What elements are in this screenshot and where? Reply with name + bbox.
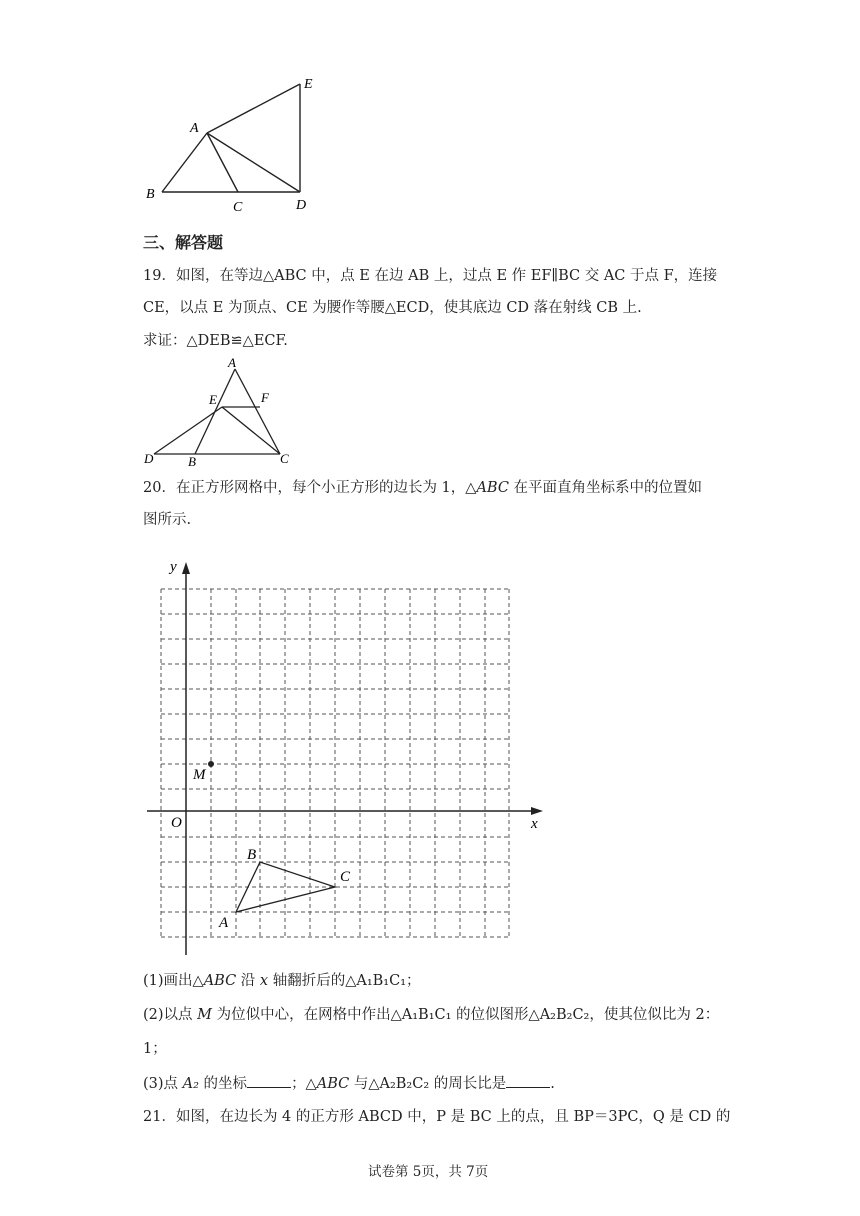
q20-part3: (3)点 A₂ 的坐标 ；△ABC 与△A₂B₂C₂ 的周长比是 . xyxy=(143,1073,555,1094)
figure-q18 xyxy=(140,72,330,217)
label-B: B xyxy=(146,187,155,202)
answer-blank-2[interactable] xyxy=(506,1073,550,1088)
q21-line1: 21．如图，在边长为 4 的正方形 ABCD 中，P 是 BC 上的点，且 BP＝3PC，Q 是 CD 的 xyxy=(143,1109,731,1125)
q20-part1: (1)画出△ABC 沿 x 轴翻折后的△A₁B₁C₁； xyxy=(143,973,421,989)
q20-part2: (2)以点 M 为位似中心，在网格中作出△A₁B₁C₁ 的位似图形△A₂B₂C₂，使其位似比为 2： xyxy=(143,1007,720,1023)
origin-label: O xyxy=(171,815,182,831)
page-footer: 试卷第 5页，共 7页 xyxy=(368,1164,489,1180)
section-title: 三、解答题 xyxy=(143,233,224,252)
label-C: C xyxy=(233,200,243,215)
label-D: D xyxy=(144,451,154,466)
label-D: D xyxy=(296,198,307,213)
q19-line2: CE，以点 E 为顶点、CE 为腰作等腰△ECD，使其底边 CD 落在射线 CB 上. xyxy=(143,300,642,316)
figure-q19 xyxy=(140,355,300,470)
point-label-A: A xyxy=(219,915,229,931)
label-E: E xyxy=(304,77,313,92)
coordinate-grid xyxy=(140,555,550,960)
q19-line3: 求证：△DEB≌△ECF. xyxy=(143,333,288,349)
point-label-B: B xyxy=(247,847,257,863)
q20-part2-line2: 1； xyxy=(143,1041,167,1057)
axis-label-x: x xyxy=(531,816,538,832)
point-label-C: C xyxy=(340,869,351,885)
label-A: A xyxy=(190,121,199,136)
label-C: C xyxy=(280,451,289,466)
q19-line1: 19．如图，在等边△ABC 中，点 E 在边 AB 上，过点 E 作 EF∥BC 交 AC 于点 F，连接 xyxy=(143,268,718,284)
q20-line1: 20．在正方形网格中，每个小正方形的边长为 1，△ABC 在平面直角坐标系中的位置如 xyxy=(143,480,703,496)
label-F: F xyxy=(261,390,269,405)
label-A: A xyxy=(228,355,236,370)
axis-label-y: y xyxy=(170,559,177,575)
answer-blank-1[interactable] xyxy=(247,1073,291,1088)
label-E: E xyxy=(209,392,217,407)
label-B: B xyxy=(188,454,196,469)
point-label-M: M xyxy=(193,767,206,783)
q20-line2: 图所示. xyxy=(143,512,192,528)
